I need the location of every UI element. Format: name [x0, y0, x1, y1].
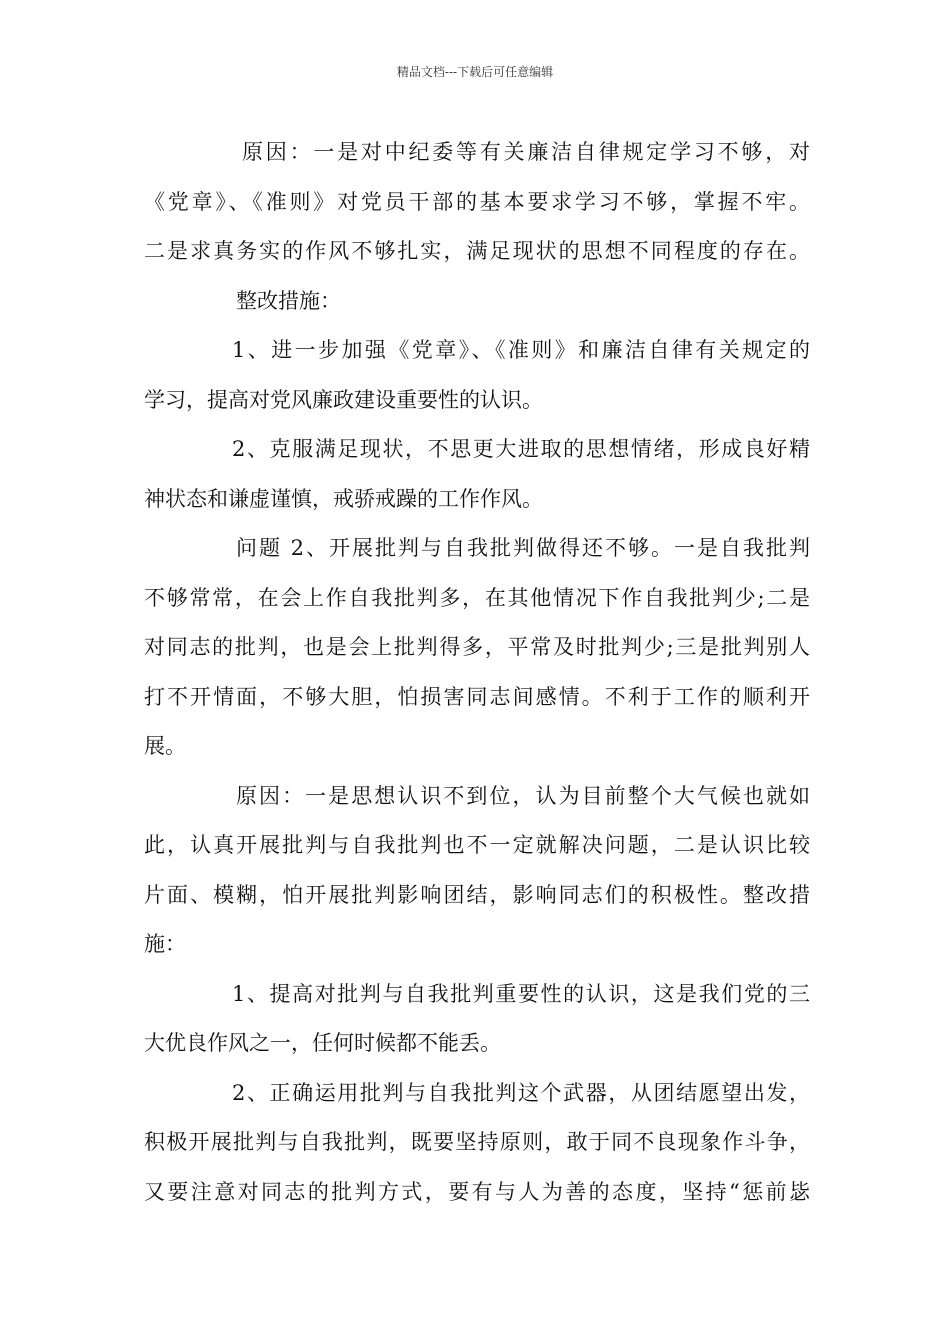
text-line: 1、提高对批判与自我批判重要性的认识，这是我们党的三 — [232, 981, 810, 1006]
text-line: 二是求真务实的作风不够扎实，满足现状的思想不同程度的存在。 — [144, 239, 810, 263]
text-line: 《党章》、《准则》对党员干部的基本要求学习不够，掌握不牢。 — [144, 189, 810, 214]
text-line: 此，认真开展批判与自我批判也不一定就解决问题，二是认识比较 — [144, 833, 810, 857]
text-line: 展。 — [144, 734, 186, 758]
text-line: 整改措施： — [236, 288, 341, 313]
text-line: 施： — [144, 932, 186, 956]
text-line: 原因：一是对中纪委等有关廉洁自律规定学习不够，对 — [242, 140, 810, 164]
text-line: 打不开情面，不够大胆，怕损害同志间感情。不利于工作的顺利开 — [144, 684, 810, 709]
text-line: 积极开展批判与自我批判，既要坚持原则，敢于同不良现象作斗争， — [144, 1130, 810, 1154]
text-line: 学习，提高对党风廉政建设重要性的认识。 — [144, 387, 543, 412]
page-header: 精品文档---下载后可任意编辑 — [396, 65, 554, 79]
body-text — [144, 128, 810, 1217]
text-line: 又要注意对同志的批判方式，要有与人为善的态度，坚持“惩前毖 — [144, 1179, 810, 1204]
text-line: 问题 2、开展批判与自我批判做得还不够。一是自我批判 — [236, 536, 810, 560]
text-line: 1、进一步加强《党章》、《准则》和廉洁自律有关规定的 — [232, 338, 810, 362]
text-line: 对同志的批判，也是会上批判得多，平常及时批判少;三是批判别人 — [144, 635, 810, 659]
text-line: 原因：一是思想认识不到位，认为目前整个大气候也就如 — [236, 783, 810, 808]
text-line: 大优良作风之一，任何时候都不能丢。 — [144, 1031, 501, 1055]
text-line: 片面、模糊，怕开展批判影响团结，影响同志们的积极性。整改措 — [144, 882, 810, 907]
text-line: 2、正确运用批判与自我批判这个武器，从团结愿望出发， — [232, 1080, 810, 1105]
text-line: 2、克服满足现状，不思更大进取的思想情绪，形成良好精 — [232, 437, 810, 461]
text-line: 神状态和谦虚谨慎，戒骄戒躁的工作作风。 — [144, 486, 543, 511]
text-line: 不够常常，在会上作自我批判多，在其他情况下作自我批判少;二是 — [144, 585, 810, 610]
